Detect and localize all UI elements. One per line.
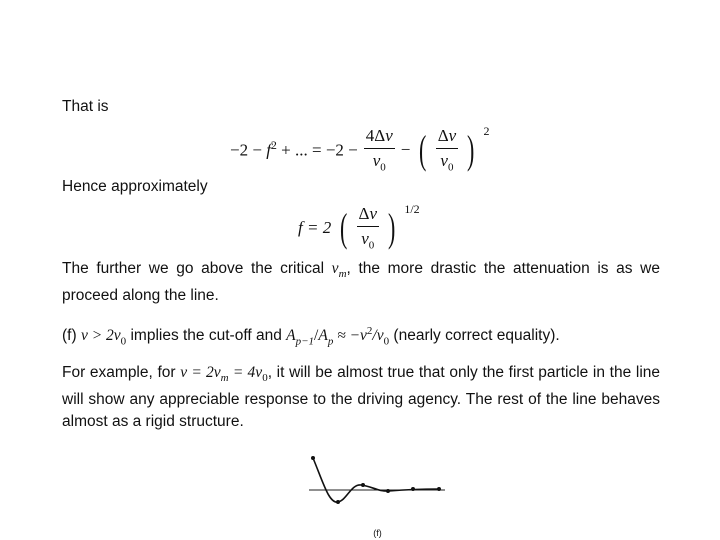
response-curve: [313, 458, 439, 502]
damped-response-figure: [305, 452, 450, 512]
particle-dot: [361, 483, 365, 487]
text-hence: Hence approximately: [62, 178, 208, 195]
text-that-is: That is: [62, 98, 109, 115]
particle-dot: [336, 500, 340, 504]
equation-2: f = 2 ( $\frac{\Delta\nu}{\nu_0}$ ) 1/2: [298, 202, 420, 252]
text-example: For example, for $\nu = 2\nu_m = 4\nu_0$, it will be almost true that only the first particle in the line will show any appreciable response to the driving agency. The rest of the line behaves almost as a rigid structure.: [62, 364, 661, 431]
particle-dot: [411, 487, 415, 491]
particle-dot: [437, 487, 441, 491]
text-f: (f) $\nu > 2\nu_0$ implies the cut-off and $A_{p-1}/A_p \approx -\nu^2/\nu_0$ (nearly correct equality).: [62, 325, 560, 348]
equation-1: $-2 - f^2$ + ... = −2 − $\frac{4\Delta\nu}{\nu_0}$ − ( $\frac{\Delta\nu}{\nu_0}$ ) 2: [230, 124, 490, 174]
particle-dot: [311, 456, 315, 460]
text-further: The further we go above the critical $\nu_m$, the more drastic the attenuation is as we proceed along the line.: [62, 260, 661, 305]
figure-caption: (f): [373, 528, 382, 538]
particle-dot: [386, 489, 390, 493]
